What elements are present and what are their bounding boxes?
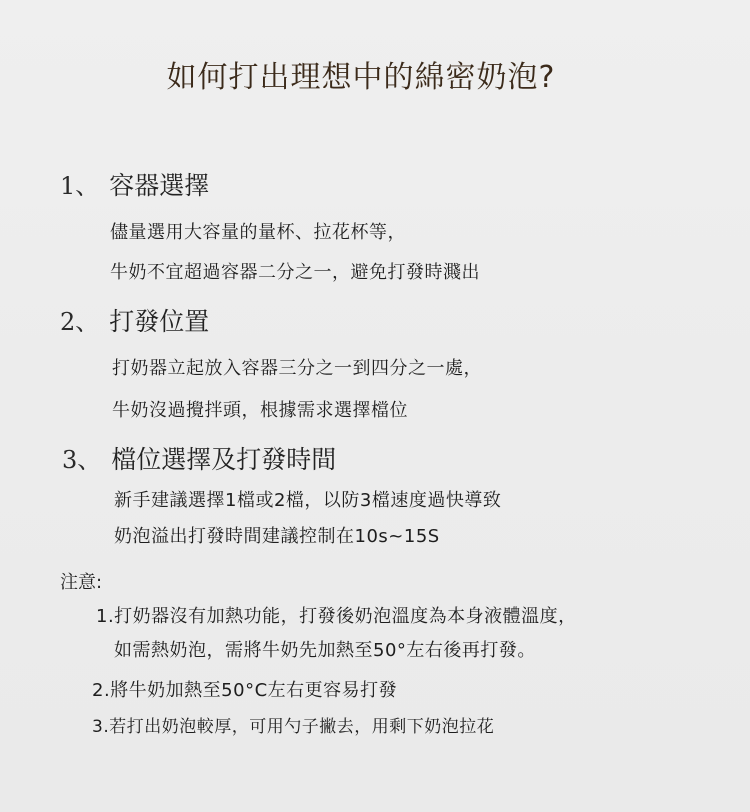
section-1-title: 容器選擇 <box>109 171 210 200</box>
section-2-line-1: 打奶器立起放入容器三分之一到四分之一處， <box>112 358 482 379</box>
section-3-line-1: 新手建議選擇1檔或2檔，以防3檔速度過快導致 <box>114 490 502 511</box>
section-1-line-2: 牛奶不宜超過容器二分之一，避免打發時濺出 <box>110 262 480 283</box>
section-1-number: 1、 <box>60 172 100 200</box>
note-item-2: 2.將牛奶加熱至50°C左右更容易打發 <box>92 680 398 701</box>
page-title: 如何打出理想中的綿密奶泡? <box>166 60 556 95</box>
section-3-heading <box>62 440 336 476</box>
section-3-number: 3、 <box>62 446 102 474</box>
section-1-heading <box>60 166 209 202</box>
notes-label: 注意: <box>60 572 103 593</box>
section-1-line-1: 儘量選用大容量的量杯、拉花杯等， <box>110 222 406 243</box>
section-2-line-2: 牛奶沒過攪拌頭，根據需求選擇檔位 <box>112 400 408 421</box>
section-3-line-2: 奶泡溢出打發時間建議控制在10s~15S <box>114 526 440 547</box>
section-2-number: 2、 <box>60 308 100 336</box>
note-item-3: 3.若打出奶泡較厚，可用勺子撇去，用剩下奶泡拉花 <box>92 717 495 737</box>
section-3-title: 檔位選擇及打發時間 <box>111 445 337 474</box>
section-2-heading <box>60 302 209 338</box>
note-item-1-continued: 如需熱奶泡，需將牛奶先加熱至50°左右後再打發。 <box>114 640 536 661</box>
note-item-1: 1.打奶器沒有加熱功能，打發後奶泡溫度為本身液體溫度， <box>96 606 577 627</box>
section-2-title: 打發位置 <box>109 307 210 336</box>
